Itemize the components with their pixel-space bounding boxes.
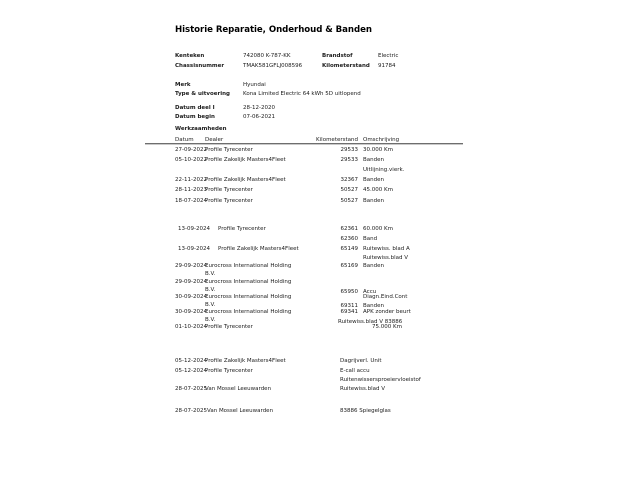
entry-description: Ruitewiss.blad V — [340, 385, 386, 392]
header-divider-rule — [145, 143, 463, 146]
entry-description: Banden — [363, 198, 384, 204]
entry-description: Banden — [363, 263, 384, 269]
entry-line — [338, 166, 465, 176]
row-dealer: Profile Zakelijk Masters4Fleet — [218, 245, 299, 252]
section-title-werkzaamheden: Werkzaamheden — [175, 126, 227, 132]
document-body — [175, 26, 475, 446]
row-entries — [338, 197, 465, 207]
page-title: Historie Reparatie, Onderhoud & Banden — [175, 25, 372, 35]
entry-description: Banden — [363, 303, 384, 309]
row-date: 29-09-2024 — [175, 263, 207, 269]
entry-kilometerstand: 62361 — [340, 226, 358, 232]
row-entries — [338, 146, 465, 156]
entry-line — [338, 197, 465, 207]
entry-line — [338, 225, 465, 235]
column-header-datum: Datum — [175, 137, 194, 143]
row-entries — [338, 245, 465, 264]
field-value: 91784 — [378, 63, 396, 69]
field-value: 07-06-2021 — [243, 114, 275, 120]
entry-description: Banden — [363, 177, 384, 183]
entry-kilometerstand: 29533 — [340, 157, 358, 163]
row-entries — [338, 385, 465, 395]
column-header-dealer: Dealer — [205, 137, 224, 143]
row-date: 30-09-2024 — [175, 293, 207, 300]
entry-kilometerstand: 65169 — [340, 263, 358, 269]
field-label: Merk — [175, 82, 191, 88]
entry-description: Ruitewiss.blad V — [363, 255, 409, 261]
row-dealer: Eurocross International Holding B.V. — [205, 293, 292, 308]
field-row-type-uitvoering — [175, 90, 361, 100]
row-date: 18-07-2024 — [175, 198, 207, 204]
entry-description: Uitlijning.vierk. — [363, 166, 405, 173]
row-date: 22-11-2022 — [175, 177, 207, 183]
field-label: Datum deel I — [175, 105, 215, 111]
entry-line — [338, 146, 465, 156]
row-dealer: Profile Zakelijk Masters4Fleet — [205, 157, 286, 163]
row-dealer: Eurocross International Holding B.V. — [205, 263, 292, 278]
row-date: 05-10-2022 — [175, 157, 207, 163]
entry-description: 75.000 Km — [372, 323, 402, 330]
entry-line — [338, 357, 465, 367]
column-header-kilometerstand: Kilometerstand — [316, 137, 358, 143]
entry-line — [338, 407, 465, 417]
entry-description: Ruitewiss. blad A — [363, 245, 410, 252]
entry-description: Ruitewiss.blad V 83886 — [338, 318, 403, 325]
entry-description: Diagn.Eind.Cont — [363, 293, 408, 300]
entry-line — [338, 156, 465, 166]
row-dealer: Eurocross International Holding B.V. — [205, 309, 292, 324]
entry-description: Band — [363, 235, 378, 242]
row-date: 01-10-2024 — [175, 323, 207, 330]
entry-description: 83886 Spiegelglas — [340, 407, 391, 414]
field-label: Type & uitvoering — [175, 91, 230, 97]
entry-kilometerstand: 65149 — [340, 245, 358, 252]
field-value: 28-12-2020 — [243, 105, 275, 111]
row-entries — [338, 176, 465, 186]
field-label: Brandstof — [322, 53, 353, 59]
field-label: Kilometerstand — [322, 63, 370, 69]
entry-kilometerstand: 50527 — [340, 187, 358, 193]
column-header-omschrijving: Omschrijving — [363, 137, 400, 143]
row-date: 28-07-2025 — [175, 385, 207, 392]
entry-description: Accu — [363, 288, 377, 295]
row-entries — [338, 407, 465, 417]
row-date: 13-09-2024 — [178, 245, 210, 252]
row-entries — [338, 225, 465, 244]
entry-kilometerstand: 29533 — [340, 147, 358, 153]
field-value: Electric — [378, 53, 399, 59]
entry-line — [338, 186, 465, 196]
entry-line — [338, 308, 465, 318]
field-label: Datum begin — [175, 114, 215, 120]
entry-description: 30.000 Km — [363, 147, 393, 153]
entry-description: 60.000 Km — [363, 226, 393, 232]
row-dealer: Profile Tyrecenter — [205, 323, 253, 330]
entry-kilometerstand: 65950 — [340, 288, 358, 295]
row-dealer: Profile Zakelijk Masters4Fleet — [205, 177, 286, 183]
row-date: 05-12-2024 — [175, 367, 207, 374]
entry-line — [338, 235, 465, 245]
row-dealer: Profile Tyrecenter — [218, 226, 266, 232]
field-label: Chassisnummer — [175, 63, 225, 69]
entry-description: Ruitenwissersproeiervloeistof — [340, 377, 421, 383]
row-date: 29-09-2024 — [175, 279, 207, 285]
entry-description: Banden — [363, 157, 384, 163]
row-entries — [338, 186, 465, 196]
row-date: 05-12-2024 — [175, 358, 207, 364]
entry-kilometerstand: 69311 — [340, 303, 358, 309]
entry-line — [338, 176, 465, 186]
field-value: 742080 K-787-KK — [243, 53, 291, 59]
entry-description: 45.000 Km — [363, 187, 393, 193]
row-dealer: Profile Tyrecenter — [205, 367, 253, 374]
field-value: TMAK581GFLJ008596 — [243, 63, 303, 69]
row-entries — [338, 367, 465, 386]
row-date: 28-11-2023 — [175, 187, 207, 193]
row-entries — [338, 323, 465, 333]
entry-kilometerstand: 69341 — [340, 309, 358, 315]
row-entries — [338, 262, 465, 272]
row-date: 13-09-2024 — [178, 226, 210, 232]
field-value: Kona Limited Electric 64 kWh 5D uitlopend — [243, 91, 361, 97]
entry-kilometerstand: 32367 — [340, 177, 358, 183]
entry-line — [338, 262, 465, 272]
entry-line — [338, 293, 465, 303]
entry-description: Dagrijverl. Unit — [340, 358, 382, 364]
entry-kilometerstand: 50527 — [340, 198, 358, 204]
row-entries — [338, 156, 465, 175]
field-row-datum-begin — [175, 113, 322, 123]
entry-kilometerstand: 62360 — [340, 235, 358, 242]
row-date: 27-09-2022 — [175, 147, 207, 153]
row-dealer: Eurocross International Holding B.V. — [205, 279, 292, 294]
row-dealer: Van Mossel Leeuwarden — [205, 385, 272, 392]
entry-line — [338, 278, 465, 288]
field-label: Kenteken — [175, 53, 205, 59]
entry-line — [338, 245, 465, 255]
field-value: Hyundai — [243, 82, 266, 88]
row-dealer: Profile Zakelijk Masters4Fleet — [205, 358, 286, 364]
row-date: 28-07-2025 — [175, 407, 207, 414]
entry-description: APK zonder beurt — [363, 309, 411, 315]
field-row-chassisnummer — [175, 62, 396, 72]
entry-line — [338, 367, 465, 377]
row-dealer: Profile Tyrecenter — [205, 198, 253, 204]
entry-description: E-call accu — [340, 367, 370, 374]
row-dealer: Profile Tyrecenter — [205, 187, 253, 193]
row-date: 30-09-2024 — [175, 309, 207, 315]
row-dealer: Van Mossel Leeuwarden — [207, 407, 274, 414]
field-row-kenteken — [175, 52, 398, 62]
entry-line — [338, 385, 465, 395]
entry-line — [338, 323, 402, 333]
row-entries — [338, 357, 465, 367]
row-dealer: Profile Tyrecenter — [205, 147, 253, 153]
